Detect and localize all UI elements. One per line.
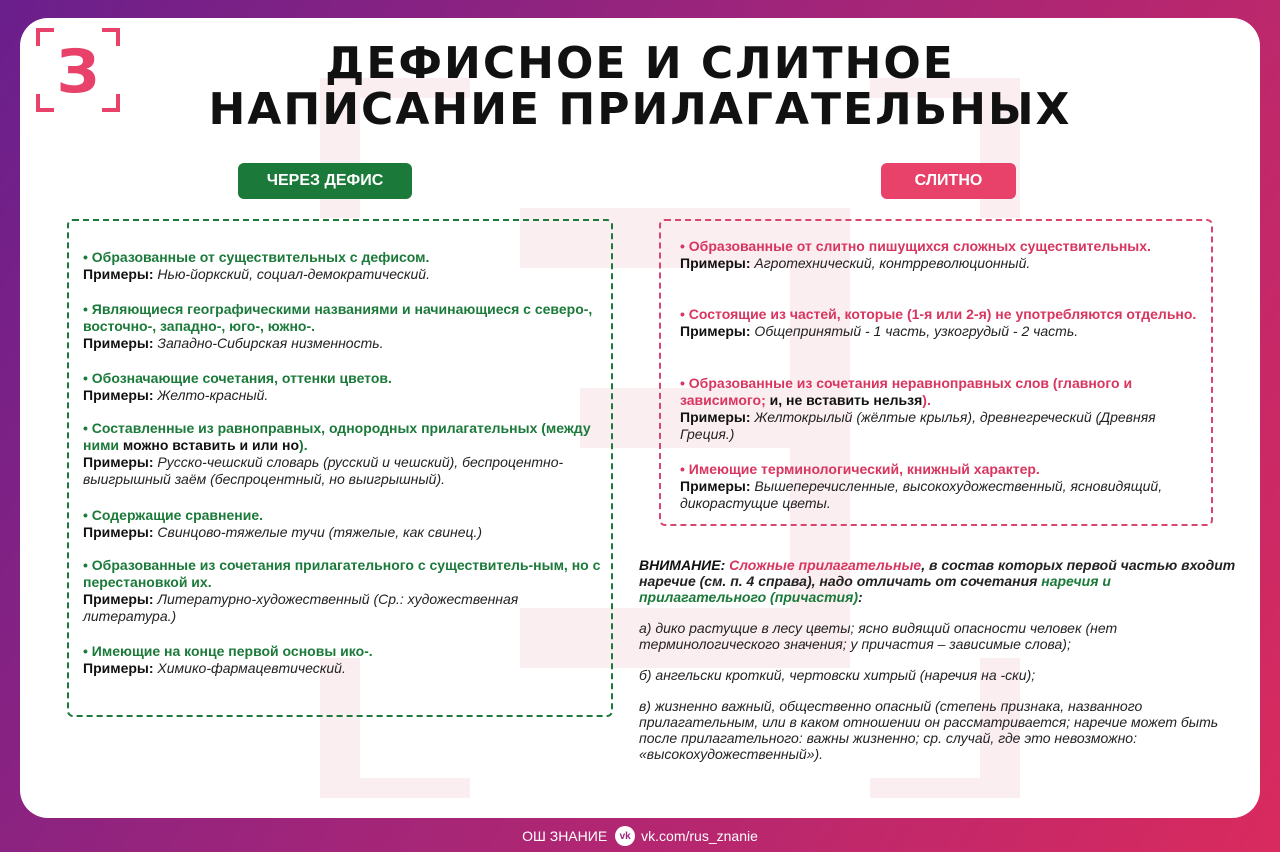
footer-link[interactable]: vk.com/rus_znanie [641, 828, 758, 844]
rule-heading: • Имеющие на конце первой основы ико-. [83, 643, 373, 659]
examples-text: Свинцово-тяжелые тучи (тяжелые, как свинец.) [153, 524, 483, 540]
vk-icon: vk [615, 826, 635, 846]
rule-heading: • Имеющие терминологический, книжный характер. [680, 461, 1040, 477]
examples-label: Примеры: [83, 591, 154, 607]
hyphen-rule-2 [83, 301, 603, 352]
examples-label: Примеры: [83, 266, 154, 282]
rule-heading: • Обозначающие сочетания, оттенки цветов. [83, 370, 392, 386]
attention-example-b: б) ангельски кроткий, чертовски хитрый (наречия на -ски); [639, 667, 1036, 683]
attention-intro: ВНИМАНИЕ: Сложные прилагательные, в состав которых первой частью входит наречие (см. п. 4 справа), надо отличать от сочетания наречия и прилагательного (причастия): [639, 557, 1236, 605]
examples-text: Западно-Сибирская низменность. [153, 335, 384, 351]
examples-text: Литературно-художественный (Ср.: художественная литература.) [83, 591, 519, 624]
page-title-line2: НАПИСАНИЕ ПРИЛАГАТЕЛЬНЫХ [208, 84, 1072, 135]
examples-text: Агротехнический, контрреволюционный. [750, 255, 1031, 271]
hyphen-rule-7 [83, 643, 603, 677]
rule-heading: • Содержащие сравнение. [83, 507, 263, 523]
hyphen-rule-1 [83, 249, 603, 283]
hyphen-label-badge: ЧЕРЕЗ ДЕФИС [238, 163, 412, 199]
examples-text: Желтокрылый (жёлтые крылья), древнегреческий (Древняя Греция.) [680, 409, 1156, 442]
hyphen-rule-5 [83, 507, 603, 541]
examples-label: Примеры: [83, 387, 154, 403]
examples-label: Примеры: [83, 660, 154, 676]
rule-heading: • Образованные от существительных с дефисом. [83, 249, 430, 265]
rule-heading: • Являющиеся географическими названиями и начинающиеся с северо-, восточно-, западно-, юго-, южно-. [83, 301, 593, 334]
footer [0, 826, 1280, 846]
svg-text:З: З [56, 37, 100, 107]
hyphen-rules-box [67, 219, 613, 717]
examples-label: Примеры: [680, 255, 751, 271]
examples-label: Примеры: [83, 454, 154, 470]
rule-heading: • Составленные из равноправных, однородных прилагательных (между ними можно вставить и или но). [83, 420, 591, 453]
solid-rule-4 [680, 461, 1200, 512]
examples-label: Примеры: [680, 409, 751, 425]
hyphen-rule-4 [83, 420, 603, 488]
examples-label: Примеры: [680, 323, 751, 339]
hyphen-rule-6 [83, 557, 603, 625]
attention-note [639, 557, 1239, 777]
examples-text: Общепринятый - 1 часть, узкогрудый - 2 часть. [750, 323, 1079, 339]
examples-label: Примеры: [83, 335, 154, 351]
rule-heading: • Образованные от слитно пишущихся сложных существительных. [680, 238, 1151, 254]
rule-heading: • Состоящие из частей, которые (1-я или 2-я) не употребляются отдельно. [680, 306, 1197, 322]
examples-text: Русско-чешский словарь (русский и чешский), беспроцентно-выигрышный заём (беспроцентный, но выигрышный). [83, 454, 564, 487]
rule-heading: • Образованные из сочетания неравноправных слов (главного и зависимого; и, не вставить нельзя). [680, 375, 1133, 408]
solid-rules-box [659, 219, 1213, 526]
examples-label: Примеры: [83, 524, 154, 540]
solid-rule-1 [680, 238, 1200, 272]
hyphen-rule-3 [83, 370, 603, 404]
examples-text: Желто-красный. [153, 387, 269, 403]
examples-label: Примеры: [680, 478, 751, 494]
rule-heading: • Образованные из сочетания прилагательного с существитель-ным, но с перестановкой их. [83, 557, 601, 590]
page-title-line1: ДЕФИСНОЕ И СЛИТНОЕ [325, 38, 955, 89]
solid-rule-2 [680, 306, 1200, 340]
examples-text: Химико-фармацевтический. [153, 660, 346, 676]
examples-text: Вышеперечисленные, высокохудожественный, ясновидящий, дикорастущие цветы. [680, 478, 1163, 511]
solid-label-badge: СЛИТНО [881, 163, 1016, 199]
examples-text: Нью-йоркский, социал-демократический. [153, 266, 430, 282]
footer-brand: ОШ ЗНАНИЕ [522, 828, 608, 844]
attention-example-a: а) дико растущие в лесу цветы; ясно видящий опасности человек (нет терминологического значения; у причастия – зависимые слова); [639, 620, 1118, 652]
solid-rule-3 [680, 375, 1200, 443]
attention-example-c: в) жизненно важный, общественно опасный (степень признака, названного прилагательным, или в каком отношении он рассматривается; наречие может быть после прилагательного: важны жизненно; ср. случай, где это невозможно: «высокохудожественный»). [639, 698, 1219, 762]
